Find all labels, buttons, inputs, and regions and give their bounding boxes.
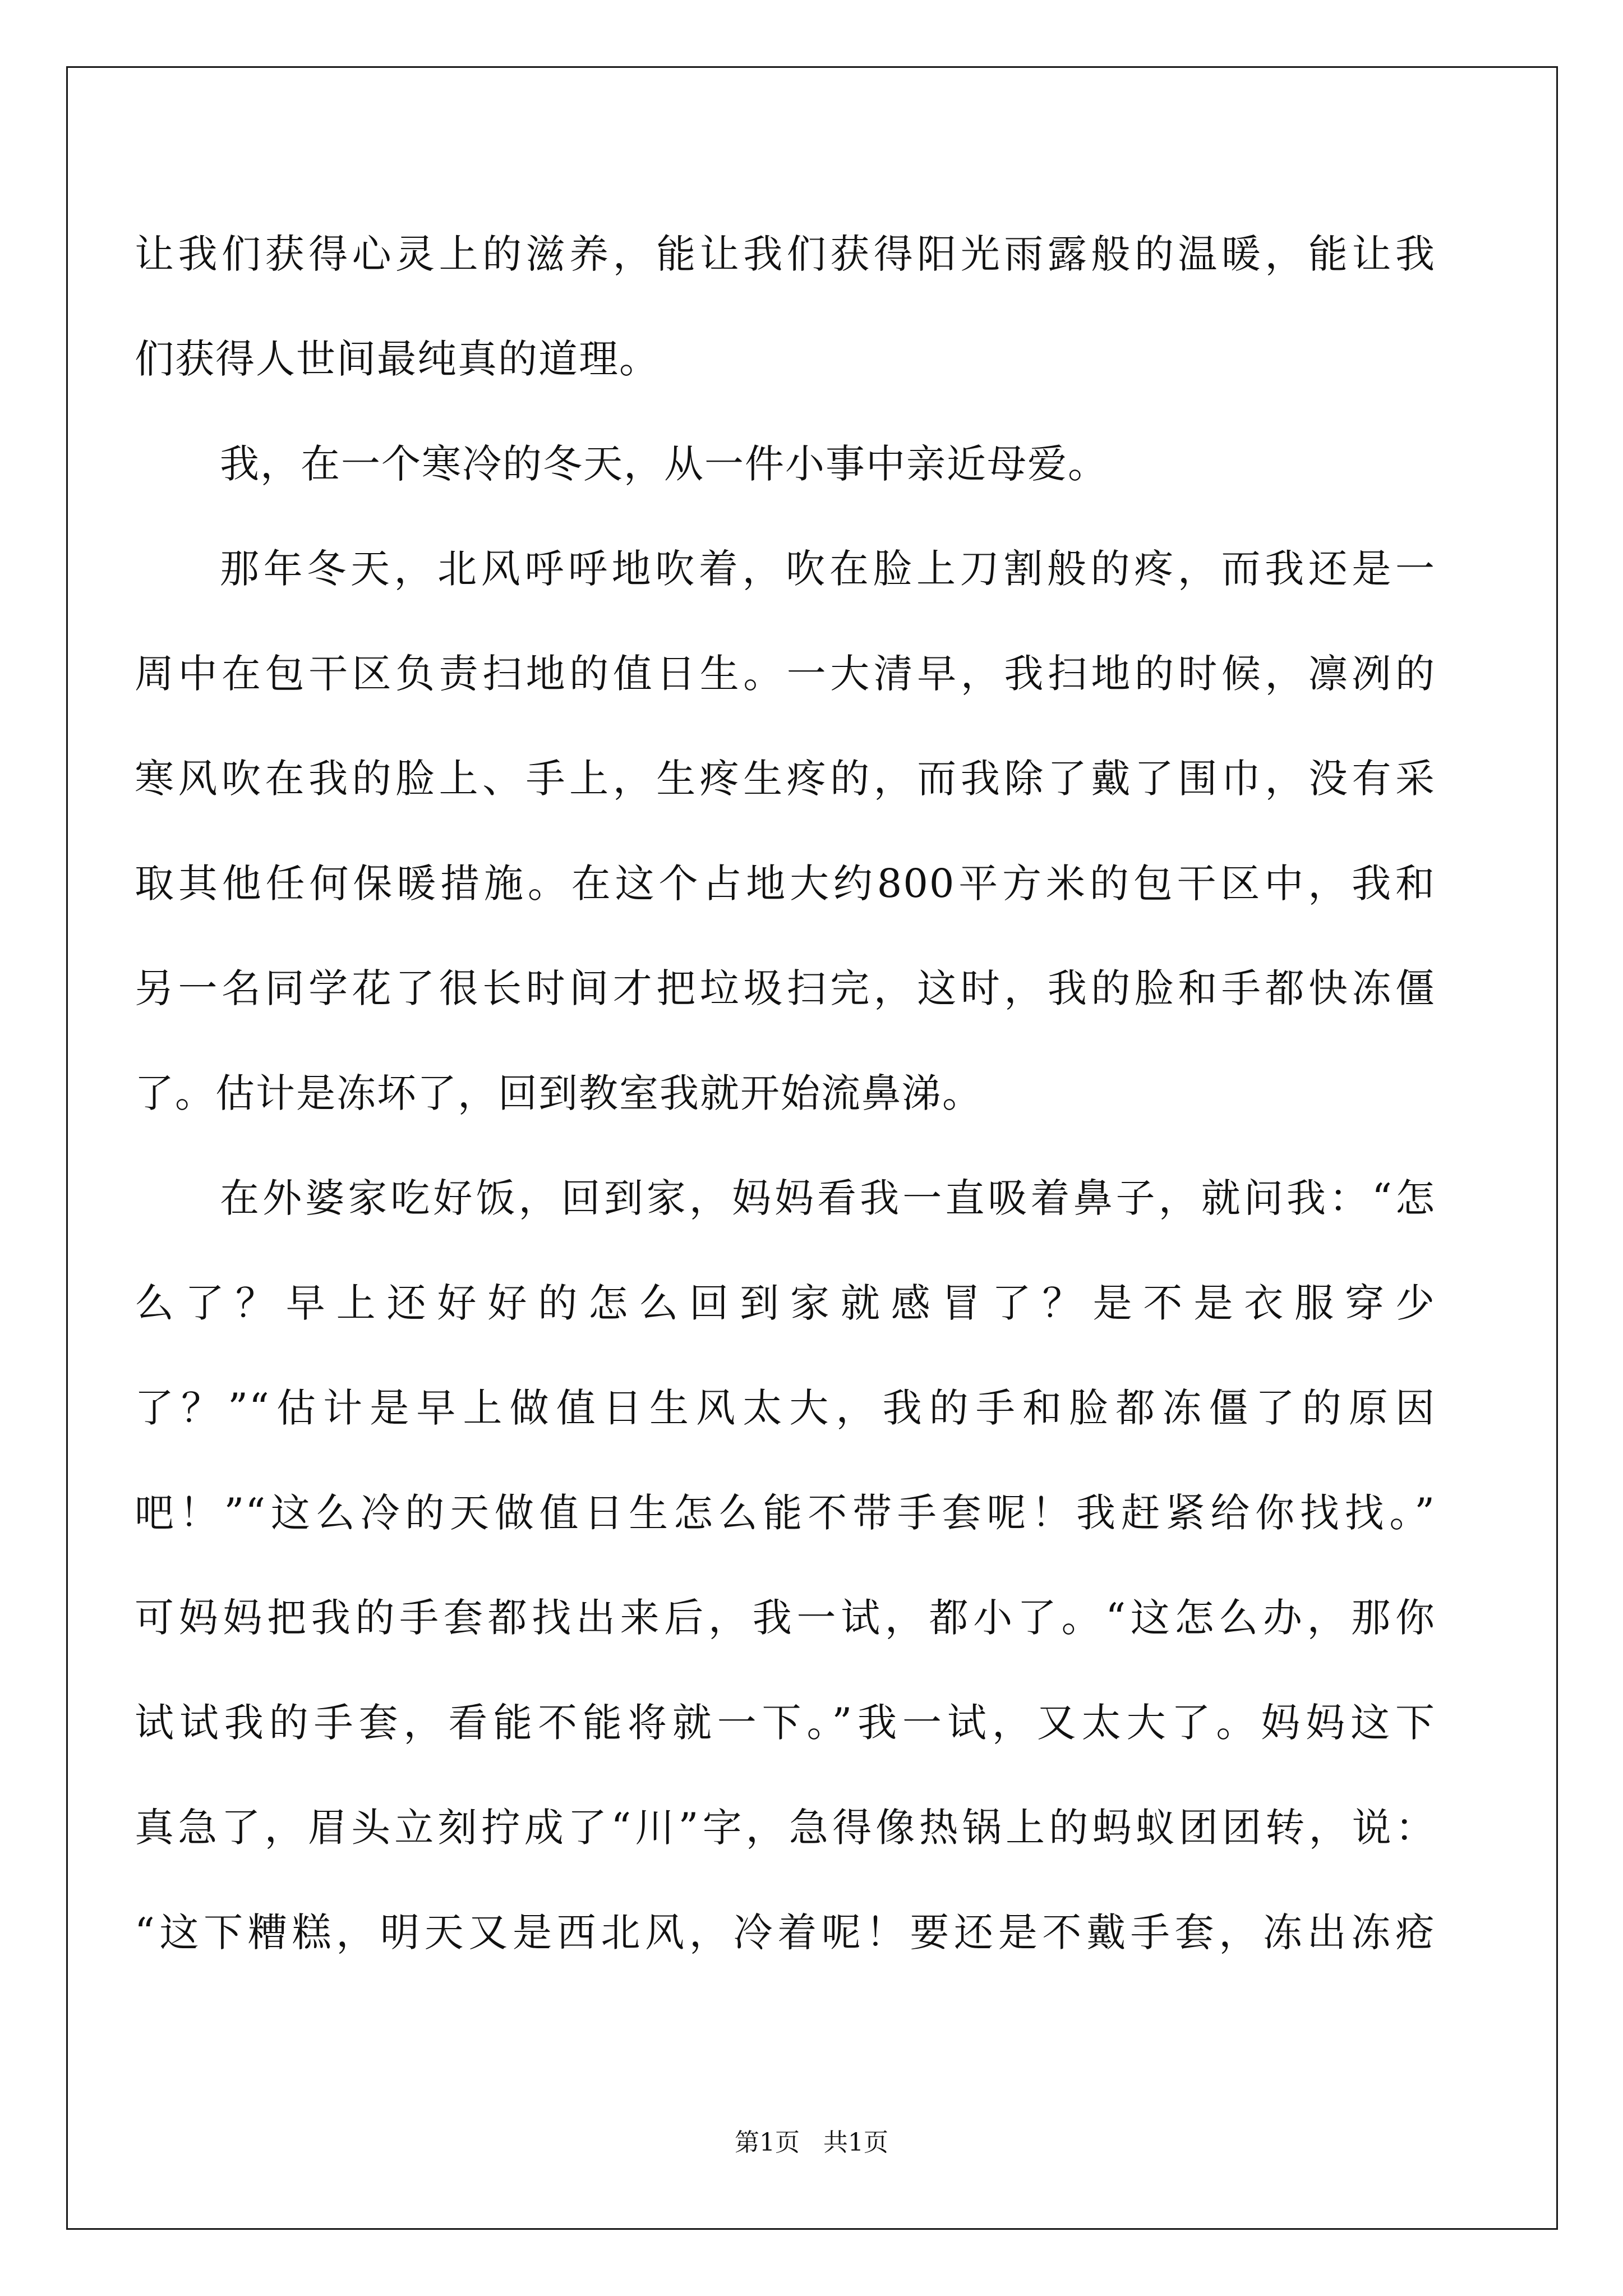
text-line: “这下糟糕，明天又是西北风，冷着呢！要还是不戴手套，冻出冻疮	[135, 1910, 1436, 1955]
text-line: 周中在包干区负责扫地的值日生。一大清早，我扫地的时候，凛冽的	[135, 651, 1436, 697]
text-line: 么了？早上还好好的怎么回到家就感冒了？是不是衣服穿少	[135, 1280, 1436, 1326]
text-line: 取其他任何保暖措施。在这个占地大约800平方米的包干区中，我和	[135, 861, 1436, 907]
text-line: 我，在一个寒冷的冬天，从一件小事中亲近母爱。	[220, 441, 1108, 487]
page-total: 共1页	[823, 2128, 888, 2157]
text-line: 在外婆家吃好饭，回到家，妈妈看我一直吸着鼻子，就问我：“怎	[220, 1175, 1436, 1221]
text-line: 试试我的手套，看能不能将就一下。”我一试，又太大了。妈妈这下	[135, 1700, 1436, 1746]
page-number: 第1页	[735, 2128, 800, 2157]
text-line: 了。估计是冻坏了，回到教室我就开始流鼻涕。	[135, 1070, 983, 1116]
text-line: 们获得人世间最纯真的道理。	[135, 336, 660, 382]
text-line: 吧！”“这么冷的天做值日生怎么能不带手套呢！我赶紧给你找找。”	[135, 1490, 1436, 1536]
text-line: 真急了，眉头立刻拧成了“川”字，急得像热锅上的蚂蚁团团转，说：	[135, 1805, 1436, 1851]
text-line: 另一名同学花了很长时间才把垃圾扫完，这时，我的脸和手都快冻僵	[135, 965, 1436, 1011]
text-line: 那年冬天，北风呼呼地吹着，吹在脸上刀割般的疼，而我还是一	[220, 546, 1436, 592]
text-line: 了？”“估计是早上做值日生风太大，我的手和脸都冻僵了的原因	[135, 1385, 1436, 1431]
text-line: 寒风吹在我的脸上、手上，生疼生疼的，而我除了戴了围巾，没有采	[135, 756, 1436, 802]
page-footer	[0, 2126, 1623, 2160]
text-line: 让我们获得心灵上的滋养，能让我们获得阳光雨露般的温暖，能让我	[135, 231, 1436, 277]
text-line: 可妈妈把我的手套都找出来后，我一试，都小了。“这怎么办，那你	[135, 1595, 1436, 1641]
